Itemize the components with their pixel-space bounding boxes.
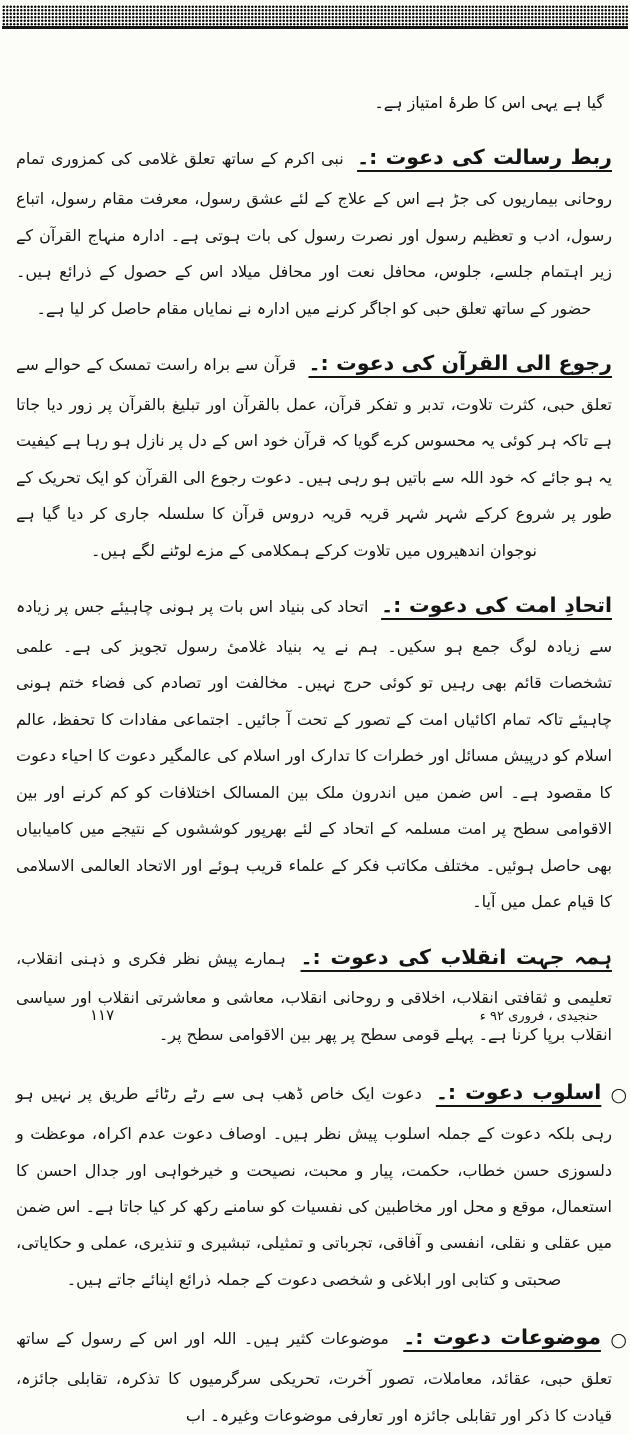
section-hama-jihat-inqilab — [16, 934, 612, 1054]
carryover-line: گیا ہے یہی اس کا طرۂ امتیاز ہے۔ — [374, 93, 604, 112]
decorative-halftone-border — [2, 5, 628, 29]
section-body: موضوعات کثیر ہیں۔ اللہ اور اس کے رسول کے ساتھ تعلق حبی، عقائد، معاملات، تصور آخرت، تحریکی سرگرمیوں کا تذکرہ، تقابلی جائزہ، قیادت کا ذکر اور تقابلی جائزہ اور تعارفی موضوعات وغیرہ۔ اب — [16, 1329, 612, 1425]
page-text-block — [0, 85, 630, 1434]
section-body: اتحاد کی بنیاد اس بات پر ہونی چاہیئے جس پر زیادہ سے زیادہ لوگ جمع ہو سکیں۔ ہم نے یہ بنیاد غلامیٔ رسول تجویز کی ہے۔ علمی تشخصات قائم بھی رہیں تو کوئی حرج نہیں۔ مخالفت اور تصادم کی فضاء ختم ہونی چاہیئے تاکہ تمام اکائیاں امت کے تصور کے تحت آ جائیں۔ اجتماعی مفادات کا تحفظ، عالم اسلام کو درپیش مسائل اور خطرات کا تدارک اور اسلام کی عالمگیر دعوت کا احیاء دعوت کا مقصود ہے۔ اس ضمن میں اندرون ملک بین المسالک اختلافات کو کم کرنے اور بین الاقوامی سطح پر امت مسلمہ کے اتحاد کے لئے بھرپور کوششوں کے نتیجے میں کامیابیاں بھی حاصل ہوئیں۔ مختلف مکاتب فکر کے علماء قریب ہوئے اور الاتحاد العالمی الاسلامی کا قیام عمل میں آیا۔ — [16, 597, 613, 912]
section-heading: رجوع الی القرآن کی دعوت :۔ — [308, 351, 612, 376]
section-heading: اسلوب دعوت :۔ — [435, 1080, 602, 1105]
section-usloob-e-dawat — [16, 1069, 628, 1298]
section-mauzuat-e-dawat — [16, 1314, 627, 1434]
section-ittehad-e-ummat — [16, 582, 612, 920]
circle-bullet-icon: ○ — [610, 1329, 627, 1352]
section-body: دعوت ایک خاص ڈھب ہی سے رٹے رٹائے طریق پر نہیں ہو رہی بلکہ دعوت کے جملہ اسلوب پیش نظر ہیں۔ اوصاف دعوت عدم اکراہ، موعظت و دلسوزی حسن خطاب، حکمت، پیار و محبت، نصیحت و خیرخواہی اور جدال احسن کا استعمال، موقع و محل اور مخاطبین کی نفسیات کو سامنے رکھ کر کیا جاتا ہے۔ اس ضمن میں عقلی و نقلی، انفسی و آفاقی، تجرباتی و تمثیلی، تبشیری و تنذیری، عملی و حکایاتی، صحبتی و کتابی اور ابلاغی و شخصی دعوت کے جملہ ذرائع اپنائے جاتے ہیں۔ — [16, 1084, 612, 1289]
section-heading: ربط رسالت کی دعوت :۔ — [357, 145, 612, 170]
section-heading: اتحادِ امت کی دعوت :۔ — [381, 593, 612, 618]
section-body: قرآن سے براہ راست تمسک کے حوالے سے تعلق حبی، کثرت تلاوت، تدبر و تفکر قرآن، عمل بالقرآن اور تبلیغ بالقرآن پر زور دیا جاتا ہے تاکہ ہر کوئی یہ محسوس کرے گویا کہ قرآن خود اس کے دل پر نازل ہو رہا ہے کیفیت یہ ہو جائے کہ خود اللہ سے باتیں ہو رہی ہیں۔ دعوت رجوع الی القرآن کو ایک تحریک کے طور پر شروع کرکے شہر شہر قریہ قریہ دروس قرآن کا سلسلہ جاری کر دیا گیا ہے نوجوان اندھیروں میں تلاوت کرکے ہمکلامی کے مزے لوٹنے لگے ہیں۔ — [16, 355, 612, 560]
page-footer — [0, 1006, 630, 1024]
section-rujoo-ilal-quran — [16, 340, 612, 569]
section-rabt-risalat — [16, 134, 612, 327]
page-number: ۱۱۷ — [90, 1006, 115, 1024]
section-body: ہمارے پیش نظر فکری و ذہنی انقلاب، تعلیمی و ثقافتی انقلاب، اخلاقی و روحانی انقلاب، معاشی و معاشرتی انقلاب اور سیاسی انقلاب برپا کرنا ہے۔ پہلے قومی سطح پر پھر بین الاقوامی سطح پر۔ — [16, 948, 612, 1044]
section-body: نبی اکرم کے ساتھ تعلق غلامی کی کمزوری تمام روحانی بیماریوں کی جڑ ہے اس کے علاج کے لئے عشق رسول، معرفت مقام رسول، اتباع رسول، ادب و تعظیم رسول اور نصرت رسول کی بات ہوتی ہے۔ ادارہ منہاج القرآن کے زیر اہتمام جلسے، جلوس، محافل نعت اور محافل میلاد اس کے حصول کے ذرائع ہیں۔ حضور کے ساتھ تعلق حبی کو اجاگر کرنے میں ادارہ نے نمایاں مقام حاصل کر لیا ہے۔ — [16, 149, 612, 318]
source-citation: حنجیدی ، فروری ۹۲ ء — [479, 1009, 598, 1024]
section-heading: موضوعات دعوت :۔ — [403, 1325, 601, 1350]
circle-bullet-icon: ○ — [610, 1084, 628, 1107]
section-heading: ہمہ جہت انقلاب کی دعوت :۔ — [300, 944, 612, 969]
